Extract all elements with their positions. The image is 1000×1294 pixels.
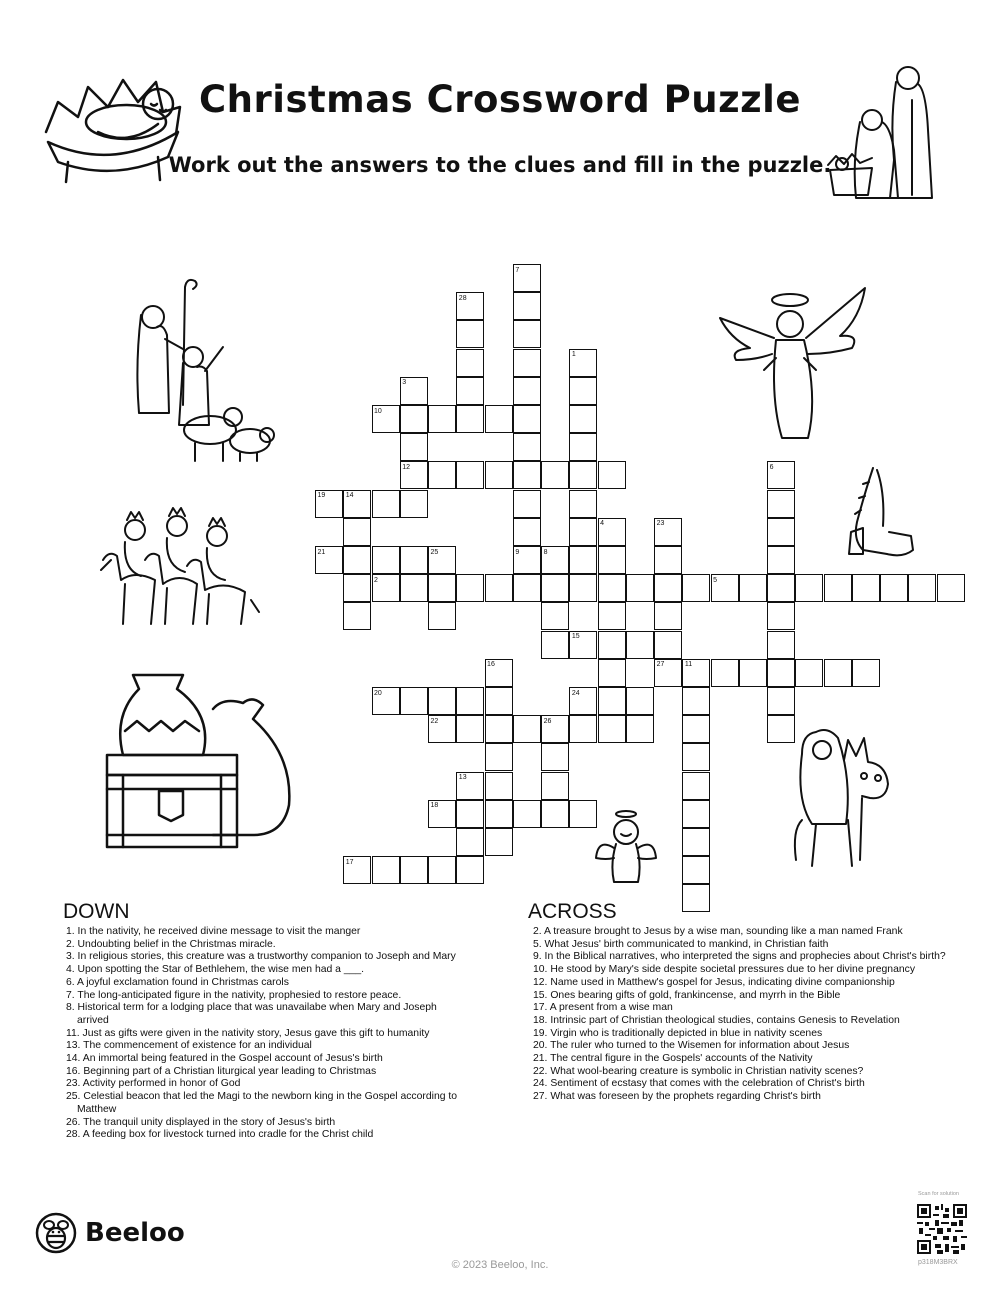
clue-number-3: 3 [402, 379, 407, 387]
crossword-cell[interactable] [513, 320, 541, 348]
crossword-cell[interactable] [513, 349, 541, 377]
clue-number-15: 15 [571, 633, 580, 641]
crossword-cell[interactable] [513, 292, 541, 320]
across-heading: ACROSS [528, 900, 617, 923]
crossword-cell[interactable] [541, 461, 569, 489]
down-clue-8: 8. Historical term for a lodging place that was unavailabe when Mary and Joseph arrived [66, 1002, 437, 1026]
crossword-cell[interactable] [541, 743, 569, 771]
crossword-cell[interactable] [767, 602, 795, 630]
crossword-cell[interactable] [767, 687, 795, 715]
clue-number-28: 28 [458, 294, 467, 302]
crossword-cell[interactable] [767, 659, 795, 687]
crossword-cell[interactable] [569, 461, 597, 489]
clue-number-4: 4 [600, 520, 604, 528]
crossword-cell[interactable] [569, 800, 597, 828]
clue-number-16: 16 [487, 661, 495, 669]
across-clue-27: 27. What was foreseen by the prophets regarding Christ's birth [533, 1091, 821, 1103]
down-clue-3: 3. In religious stories, this creature was a trustworthy companion to Joseph and Mary [66, 951, 456, 963]
crossword-cell[interactable] [456, 461, 484, 489]
crossword-cell[interactable] [456, 320, 484, 348]
across-clue-20: 20. The ruler who turned to the Wisemen for information about Jesus [533, 1040, 850, 1052]
copyright-text: © 2023 Beeloo, Inc. [451, 1259, 549, 1271]
crossword-cell[interactable] [908, 574, 936, 602]
across-clue-9: 9. In the Biblical narratives, who interpreted the signs and prophecies about Christ's birth? [533, 951, 946, 963]
clue-number-27: 27 [656, 661, 665, 669]
crossword-cell[interactable] [739, 659, 767, 687]
crossword-cell[interactable] [428, 602, 456, 630]
crossword-cell[interactable] [654, 546, 682, 574]
crossword-cell[interactable] [428, 687, 456, 715]
down-clue-26: 26. The tranquil unity displayed in the story of Jesus's birth [66, 1116, 336, 1128]
crossword-cell[interactable] [485, 574, 513, 602]
crossword-cell[interactable] [682, 574, 710, 602]
across-clues-list [533, 926, 948, 1104]
crossword-cell[interactable] [372, 490, 400, 518]
clue-number-21: 21 [317, 548, 326, 556]
crossword-cell[interactable] [541, 631, 569, 659]
crossword-cell[interactable] [485, 405, 513, 433]
crossword-cell[interactable] [343, 546, 371, 574]
crossword-cell[interactable] [513, 461, 541, 489]
clue-number-18: 18 [430, 802, 439, 810]
clue-number-11: 11 [684, 661, 693, 669]
clue-number-25: 25 [430, 548, 439, 556]
crossword-cell[interactable] [400, 856, 428, 884]
puzzle-code: p318M3BRX [918, 1259, 958, 1266]
clue-number-10: 10 [374, 407, 382, 415]
crossword-cell[interactable] [513, 800, 541, 828]
crossword-cell[interactable] [541, 772, 569, 800]
crossword-cell[interactable] [513, 377, 541, 405]
down-clue-28: 28. A feeding box for livestock turned into cradle for the Christ child [66, 1129, 374, 1141]
crossword-cell[interactable] [880, 574, 908, 602]
crossword-cell[interactable] [541, 800, 569, 828]
down-clue-1: 1. In the nativity, he received divine message to visit the manger [66, 926, 361, 937]
down-clue-16: 16. Beginning part of a Christian liturgical year leading to Christmas [66, 1065, 377, 1077]
crossword-cell[interactable] [400, 574, 428, 602]
clue-number-14: 14 [345, 492, 354, 500]
across-clue-24: 24. Sentiment of ecstasy that comes with the celebration of Christ's birth [533, 1078, 865, 1090]
crossword-cell[interactable] [400, 687, 428, 715]
crossword-cell[interactable] [824, 659, 852, 687]
crossword-cell[interactable] [485, 715, 513, 743]
crossword-cell[interactable] [767, 518, 795, 546]
crossword-cell[interactable] [513, 433, 541, 461]
across-clue-5: 5. What Jesus' birth communicated to mankind, in Christian faith [533, 938, 829, 950]
crossword-cell[interactable] [654, 574, 682, 602]
down-clue-2: 2. Undoubting belief in the Christmas miracle. [66, 938, 276, 950]
crossword-cell[interactable] [513, 518, 541, 546]
crossword-cell[interactable] [485, 743, 513, 771]
crossword-cell[interactable] [485, 461, 513, 489]
crossword-cell[interactable] [654, 602, 682, 630]
crossword-cell[interactable] [598, 659, 626, 687]
crossword-cell[interactable] [456, 687, 484, 715]
crossword-cell[interactable] [626, 715, 654, 743]
crossword-cell[interactable] [626, 574, 654, 602]
page-subtitle: Work out the answers to the clues and fill in the puzzle. [168, 153, 832, 177]
crossword-cell[interactable] [682, 687, 710, 715]
crossword-cell[interactable] [626, 687, 654, 715]
crossword-cell[interactable] [682, 828, 710, 856]
crossword-cell[interactable] [513, 405, 541, 433]
across-clue-17: 17. A present from a wise man [533, 1002, 673, 1014]
crossword-cell[interactable] [682, 856, 710, 884]
brand-name: Beeloo [85, 1218, 185, 1248]
crossword-cell[interactable] [824, 574, 852, 602]
clue-number-19: 19 [317, 492, 326, 500]
clue-number-13: 13 [458, 774, 467, 782]
crossword-cell[interactable] [513, 574, 541, 602]
across-clue-12: 12. Name used in Matthew's gospel for Jesus, indicating divine companionship [533, 976, 895, 988]
clue-number-20: 20 [374, 689, 382, 697]
clue-number-12: 12 [402, 463, 411, 471]
crossword-cell[interactable] [456, 715, 484, 743]
down-clue-23: 23. Activity performed in honor of God [66, 1078, 241, 1090]
down-clue-25: 25. Celestial beacon that led the Magi to the newborn king in the Gospel according to Matthew [66, 1091, 458, 1115]
across-clue-22: 22. What wool-bearing creature is symbolic in Christian nativity scenes? [533, 1065, 864, 1077]
crossword-cell[interactable] [343, 602, 371, 630]
crossword-cell[interactable] [569, 377, 597, 405]
crossword-cell[interactable] [767, 715, 795, 743]
crossword-cell[interactable] [456, 574, 484, 602]
across-clue-15: 15. Ones bearing gifts of gold, frankincense, and myrrh in the Bible [533, 989, 841, 1001]
crossword-cell[interactable] [485, 687, 513, 715]
crossword-cell[interactable] [456, 405, 484, 433]
crossword-cell[interactable] [485, 828, 513, 856]
clue-number-6: 6 [769, 463, 774, 471]
crossword-cell[interactable] [795, 659, 823, 687]
crossword-cell[interactable] [569, 518, 597, 546]
crossword-cell[interactable] [767, 631, 795, 659]
clue-number-9: 9 [515, 548, 520, 556]
crossword-cell[interactable] [456, 377, 484, 405]
clue-number-17: 17 [345, 858, 354, 866]
clue-number-1: 1 [571, 351, 576, 359]
down-clue-6: 6. A joyful exclamation found in Christmas carols [66, 976, 289, 988]
down-clue-13: 13. The commencement of existence for an individual [66, 1040, 312, 1052]
crossword-cell[interactable] [428, 461, 456, 489]
across-clue-10: 10. He stood by Mary's side despite societal pressures due to her divine pregnancy [533, 964, 916, 976]
crossword-cell[interactable] [569, 715, 597, 743]
page-title: Christmas Crossword Puzzle [199, 78, 801, 121]
crossword-cell[interactable] [456, 856, 484, 884]
bee-icon [35, 1212, 77, 1254]
down-clues-list [66, 926, 466, 1142]
down-clue-14: 14. An immortal being featured in the Gospel account of Jesus's birth [66, 1053, 383, 1065]
clue-number-26: 26 [543, 717, 552, 725]
crossword-cell[interactable] [598, 631, 626, 659]
across-clue-19: 19. Virgin who is traditionally depicted in blue in nativity scenes [533, 1027, 823, 1039]
crossword-cell[interactable] [456, 349, 484, 377]
crossword-cell[interactable] [400, 405, 428, 433]
crossword-cell[interactable] [569, 574, 597, 602]
crossword-cell[interactable] [598, 461, 626, 489]
crossword-cell[interactable] [682, 743, 710, 771]
qr-code-icon[interactable] [917, 1204, 967, 1254]
crossword-cell[interactable] [428, 405, 456, 433]
crossword-cell[interactable] [937, 574, 965, 602]
crossword-cell[interactable] [598, 546, 626, 574]
clue-number-5: 5 [713, 576, 718, 584]
crossword-cell[interactable] [428, 574, 456, 602]
down-heading: DOWN [63, 900, 130, 923]
scan-instruction: Scan for solution [918, 1191, 959, 1197]
crossword-cell[interactable] [400, 433, 428, 461]
crossword-cell[interactable] [711, 659, 739, 687]
down-clue-11: 11. Just as gifts were given in the nativity story, Jesus gave this gift to humanity [66, 1027, 430, 1039]
crossword-cell[interactable] [343, 574, 371, 602]
crossword-cell[interactable] [626, 631, 654, 659]
crossword-cell[interactable] [598, 574, 626, 602]
crossword-cell[interactable] [400, 490, 428, 518]
crossword-cell[interactable] [569, 490, 597, 518]
crossword-cell[interactable] [682, 715, 710, 743]
crossword-cell[interactable] [682, 772, 710, 800]
crossword-cell[interactable] [767, 546, 795, 574]
across-clue-2: 2. A treasure brought to Jesus by a wise man, sounding like a man named Frank [533, 926, 903, 937]
crossword-cell[interactable] [343, 518, 371, 546]
crossword-cell[interactable] [852, 574, 880, 602]
across-clue-18: 18. Intrinsic part of Christian theological studies, contains Genesis to Revelation [533, 1014, 900, 1026]
crossword-cell[interactable] [682, 884, 710, 912]
crossword-cell[interactable] [569, 433, 597, 461]
crossword-cell[interactable] [456, 800, 484, 828]
crossword-cell[interactable] [569, 405, 597, 433]
crossword-cell[interactable] [682, 800, 710, 828]
clue-number-7: 7 [515, 266, 520, 274]
crossword-cell[interactable] [513, 715, 541, 743]
crossword-cell[interactable] [598, 687, 626, 715]
crossword-cell[interactable] [598, 715, 626, 743]
crossword-cell[interactable] [485, 800, 513, 828]
crossword-cell[interactable] [541, 574, 569, 602]
crossword-cell[interactable] [795, 574, 823, 602]
clue-number-8: 8 [543, 548, 548, 556]
crossword-cell[interactable] [513, 490, 541, 518]
crossword-cell[interactable] [739, 574, 767, 602]
crossword-cell[interactable] [654, 631, 682, 659]
crossword-cell[interactable] [569, 546, 597, 574]
crossword-cell[interactable] [598, 602, 626, 630]
down-clue-7: 7. The long-anticipated figure in the nativity, prophesied to restore peace. [66, 989, 402, 1001]
crossword-cell[interactable] [372, 856, 400, 884]
crossword-cell[interactable] [456, 828, 484, 856]
clue-number-24: 24 [571, 689, 580, 697]
clue-number-22: 22 [430, 717, 439, 725]
crossword-cell[interactable] [767, 574, 795, 602]
crossword-cell[interactable] [767, 490, 795, 518]
crossword-cell[interactable] [541, 602, 569, 630]
crossword-cell[interactable] [428, 856, 456, 884]
crossword-cell[interactable] [372, 546, 400, 574]
crossword-cell[interactable] [852, 659, 880, 687]
crossword-cell[interactable] [485, 772, 513, 800]
across-clue-21: 21. The central figure in the Gospels' accounts of the Nativity [533, 1053, 813, 1065]
crossword-cell[interactable] [400, 546, 428, 574]
clue-number-2: 2 [374, 576, 378, 584]
brand-logo[interactable] [35, 1212, 185, 1254]
down-clue-4: 4. Upon spotting the Star of Bethlehem, the wise men had a ___. [66, 964, 365, 976]
clue-number-23: 23 [656, 520, 665, 528]
